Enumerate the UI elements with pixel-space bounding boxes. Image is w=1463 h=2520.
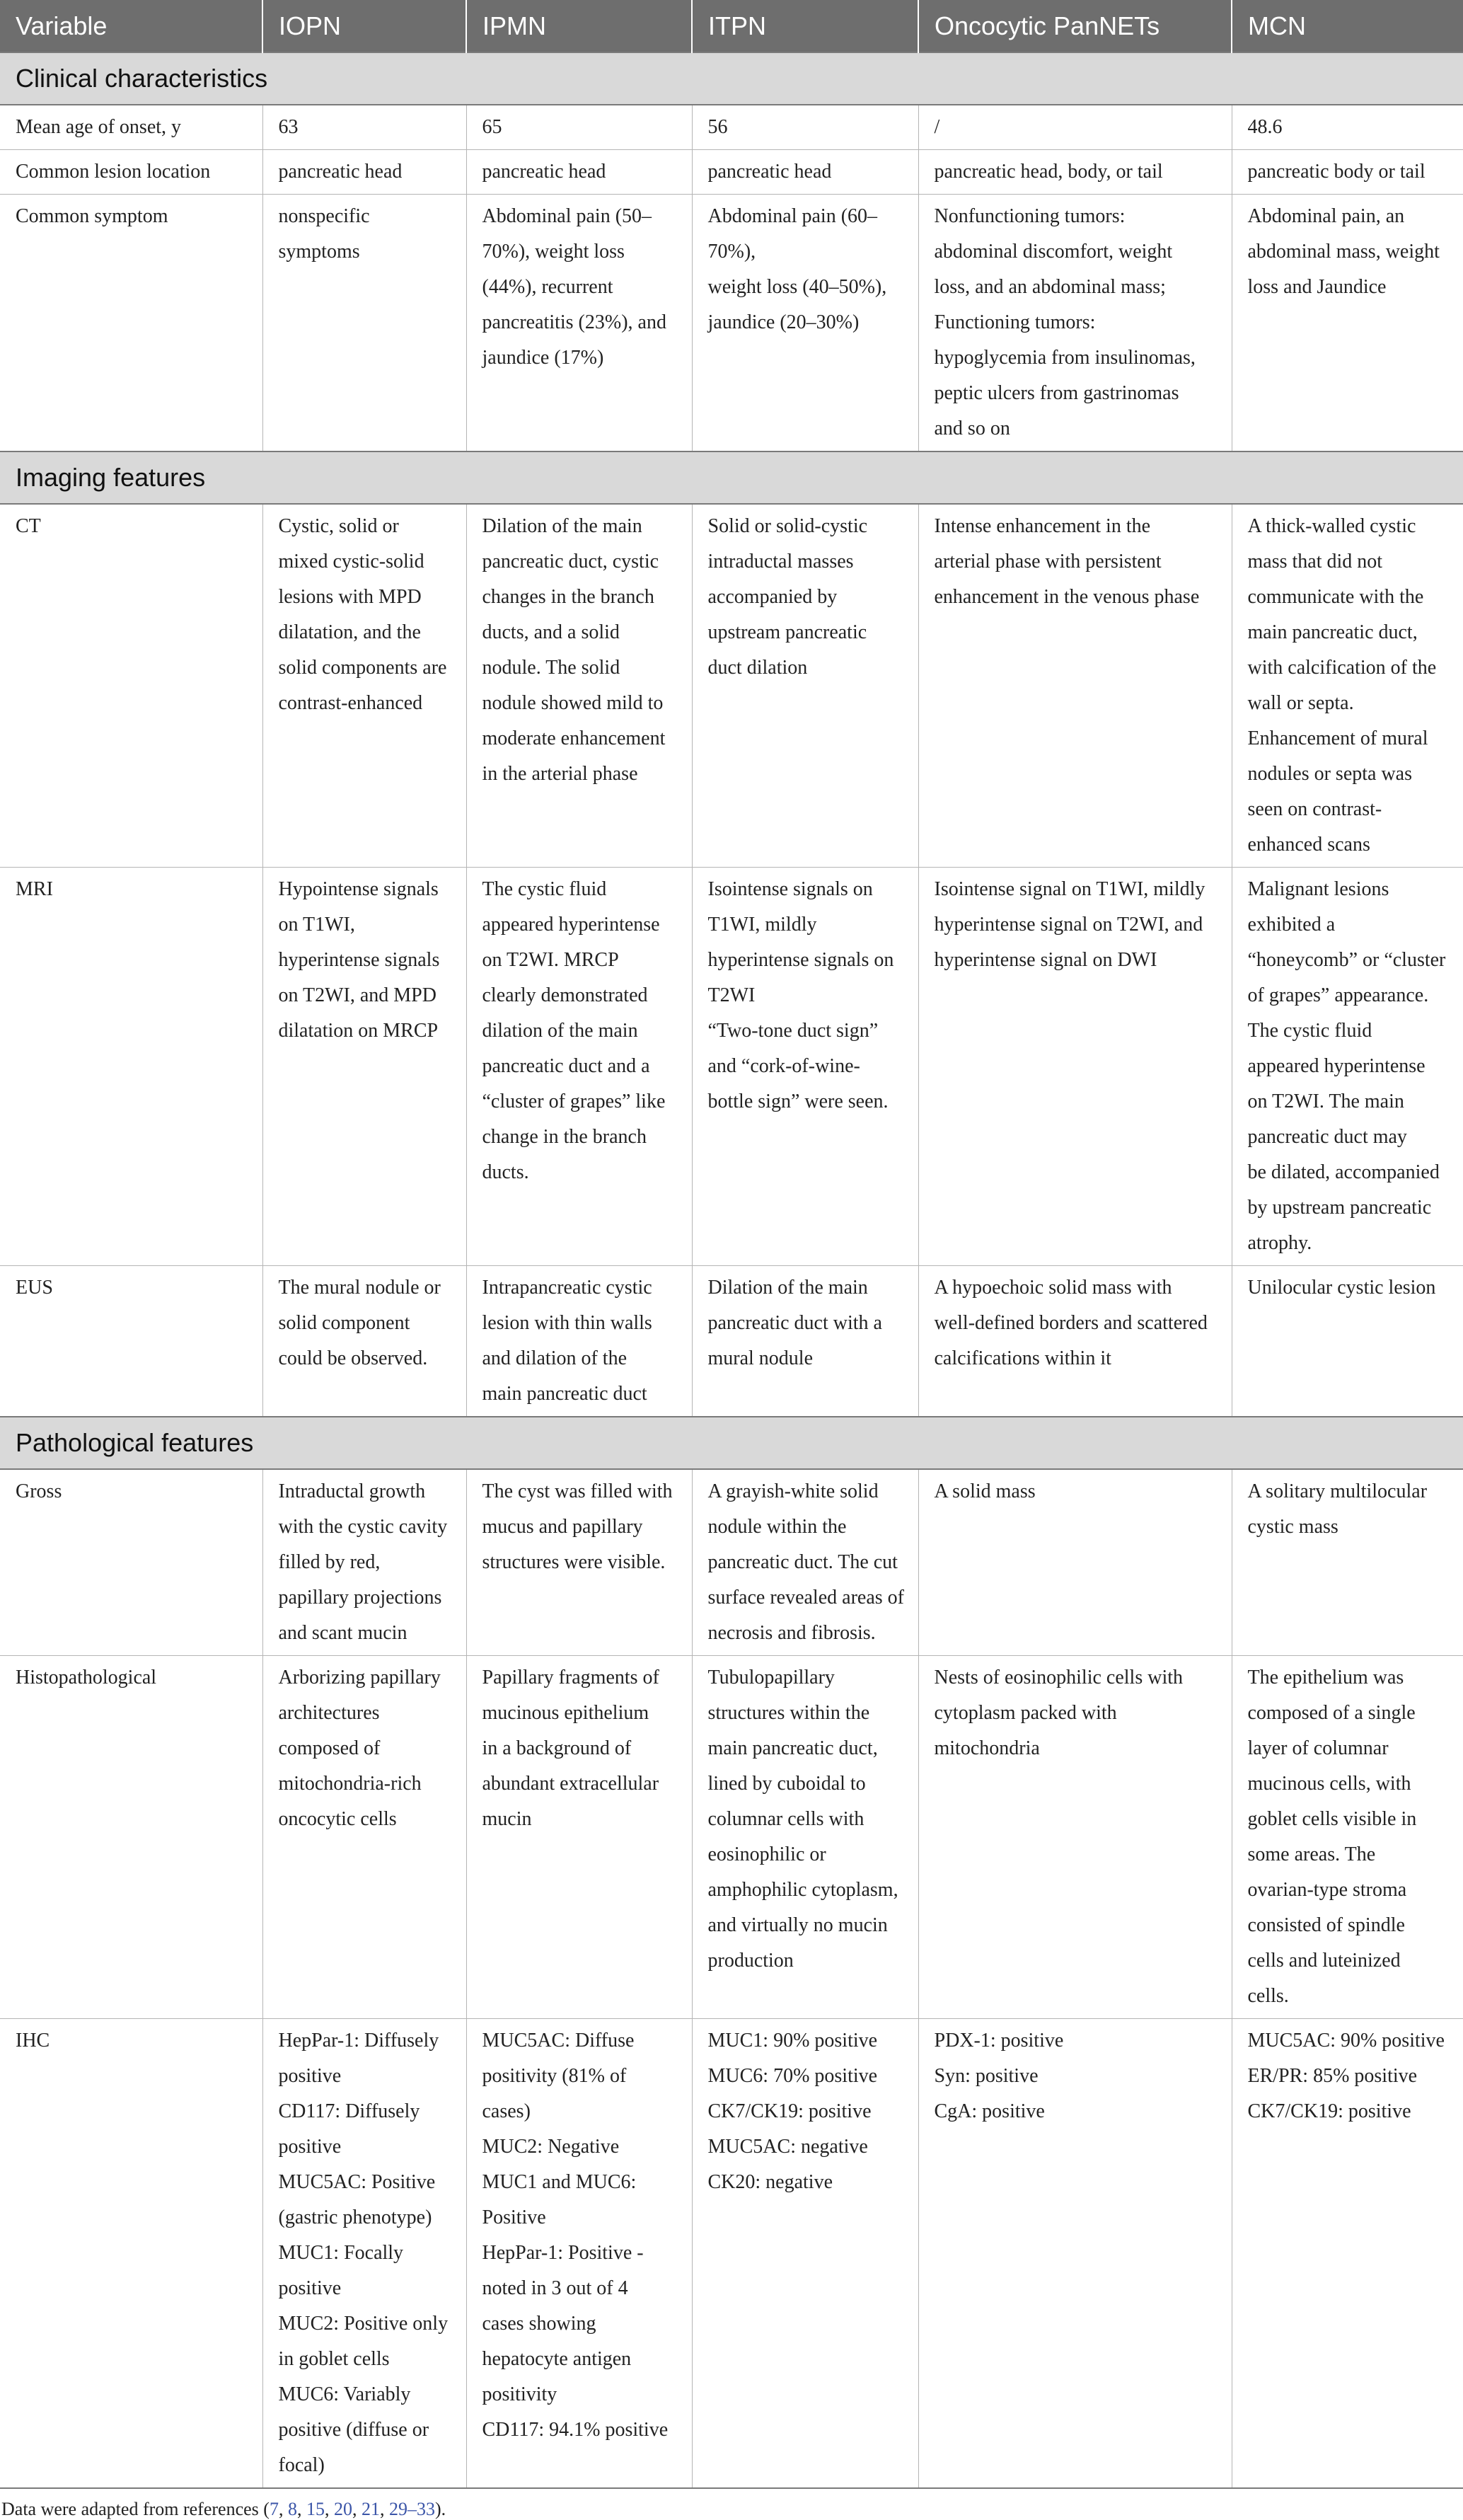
cell-ipmn: The cystic fluid appeared hyperintense on T2WI. MRCP clearly demonstrated dilation of the main pancreatic duct and a “cluster of grapes” like change in the branch ducts.: [466, 868, 692, 1266]
cell-mcn: MUC5AC: 90% positive ER/PR: 85% positive CK7/CK19: positive: [1232, 2019, 1463, 2489]
cell-iopn: HepPar-1: Diffusely positive CD117: Diffusely positive MUC5AC: Positive (gastric phenotype) MUC1: Focally positive MUC2: Positive only in goblet cells MUC6: Variably positive (diffuse or focal): [262, 2019, 466, 2489]
cell-oncocytic-pannets: Nests of eosinophilic cells with cytoplasm packed with mitochondria: [918, 1656, 1232, 2019]
cell-mcn: Malignant lesions exhibited a “honeycomb” or “cluster of grapes” appearance. The cystic fluid appeared hyperintense on T2WI. The main pancreatic duct may be dilated, accompanied by upstream pancreatic atrophy.: [1232, 868, 1463, 1266]
table-header: [0, 0, 1463, 52]
table-row: [0, 868, 1463, 1266]
cell-mcn: Unilocular cystic lesion: [1232, 1266, 1463, 1417]
cell-mcn: Abdominal pain, an abdominal mass, weight loss and Jaundice: [1232, 195, 1463, 452]
section-title: Clinical characteristics: [0, 52, 1463, 105]
cell-oncocytic-pannets: Nonfunctioning tumors: abdominal discomfort, weight loss, and an abdominal mass; Functioning tumors: hypoglycemia from insulinomas, peptic ulcers from gastrinomas and so on: [918, 195, 1232, 452]
cell-iopn: Arborizing papillary architectures composed of mitochondria-rich oncocytic cells: [262, 1656, 466, 2019]
cell-itpn: A grayish-white solid nodule within the pancreatic duct. The cut surface revealed areas of necrosis and fibrosis.: [692, 1469, 918, 1656]
table-row: [0, 1266, 1463, 1417]
cell-iopn: The mural nodule or solid component could be observed.: [262, 1266, 466, 1417]
section-title: Imaging features: [0, 451, 1463, 504]
variable-cell: MRI: [0, 868, 262, 1266]
reference-link[interactable]: 20: [333, 2499, 352, 2519]
cell-oncocytic-pannets: Intense enhancement in the arterial phase with persistent enhancement in the venous phase: [918, 504, 1232, 868]
table-row: [0, 504, 1463, 868]
table-row: [0, 1656, 1463, 2019]
table-row: [0, 2019, 1463, 2489]
cell-iopn: pancreatic head: [262, 150, 466, 195]
variable-cell: Histopathological: [0, 1656, 262, 2019]
section-row-clinical-characteristics: [0, 52, 1463, 105]
cell-oncocytic-pannets: A hypoechoic solid mass with well-defined borders and scattered calcifications within it: [918, 1266, 1232, 1417]
cell-itpn: Tubulopapillary structures within the main pancreatic duct, lined by cuboidal to columnar cells with eosinophilic or amphophilic cytoplasm, and virtually no mucin production: [692, 1656, 918, 2019]
cell-ipmn: Intrapancreatic cystic lesion with thin walls and dilation of the main pancreatic duct: [466, 1266, 692, 1417]
reference-link[interactable]: 21: [361, 2499, 380, 2519]
header-variable: Variable: [0, 0, 262, 52]
reference-link[interactable]: 15: [306, 2499, 325, 2519]
footnote-references: 7, 8, 15, 20, 21, 29–33: [269, 2499, 435, 2519]
variable-cell: Common symptom: [0, 195, 262, 452]
cell-iopn: Cystic, solid or mixed cystic-solid lesions with MPD dilatation, and the solid components are contrast-enhanced: [262, 504, 466, 868]
header-oncocytic-pannets: Oncocytic PanNETs: [918, 0, 1232, 52]
variable-cell: EUS: [0, 1266, 262, 1417]
cell-iopn: 63: [262, 105, 466, 150]
table-row: [0, 1469, 1463, 1656]
table-row: [0, 105, 1463, 150]
variable-cell: Gross: [0, 1469, 262, 1656]
reference-link[interactable]: 7: [269, 2499, 279, 2519]
cell-oncocytic-pannets: /: [918, 105, 1232, 150]
variable-cell: CT: [0, 504, 262, 868]
cell-itpn: Abdominal pain (60– 70%), weight loss (40–50%), jaundice (20–30%): [692, 195, 918, 452]
cell-itpn: Dilation of the main pancreatic duct with a mural nodule: [692, 1266, 918, 1417]
cell-itpn: pancreatic head: [692, 150, 918, 195]
cell-iopn: Intraductal growth with the cystic cavity filled by red, papillary projections and scant mucin: [262, 1469, 466, 1656]
cell-itpn: 56: [692, 105, 918, 150]
footnote-prefix: Data were adapted from references (: [1, 2499, 270, 2519]
cell-oncocytic-pannets: Isointense signal on T1WI, mildly hyperintense signal on T2WI, and hyperintense signal on DWI: [918, 868, 1232, 1266]
header-itpn: ITPN: [692, 0, 918, 52]
cell-mcn: pancreatic body or tail: [1232, 150, 1463, 195]
cell-mcn: The epithelium was composed of a single layer of columnar mucinous cells, with goblet cells visible in some areas. The ovarian-type stroma consisted of spindle cells and luteinized cells.: [1232, 1656, 1463, 2019]
header-row: [0, 0, 1463, 52]
cell-oncocytic-pannets: A solid mass: [918, 1469, 1232, 1656]
table-body: [0, 52, 1463, 2488]
table-row: [0, 195, 1463, 452]
table-row: [0, 150, 1463, 195]
variable-cell: Mean age of onset, y: [0, 105, 262, 150]
reference-link[interactable]: 29–33: [388, 2499, 435, 2519]
section-row-imaging-features: [0, 451, 1463, 504]
cell-mcn: 48.6: [1232, 105, 1463, 150]
cell-oncocytic-pannets: PDX-1: positive Syn: positive CgA: positive: [918, 2019, 1232, 2489]
header-mcn: MCN: [1232, 0, 1463, 52]
header-iopn: IOPN: [262, 0, 466, 52]
header-ipmn: IPMN: [466, 0, 692, 52]
table-footnote: [0, 2489, 1463, 2520]
cell-itpn: Solid or solid-cystic intraductal masses accompanied by upstream pancreatic duct dilation: [692, 504, 918, 868]
section-row-pathological-features: [0, 1417, 1463, 1469]
cell-oncocytic-pannets: pancreatic head, body, or tail: [918, 150, 1232, 195]
cell-ipmn: The cyst was filled with mucus and papillary structures were visible.: [466, 1469, 692, 1656]
cell-itpn: MUC1: 90% positive MUC6: 70% positive CK7/CK19: positive MUC5AC: negative CK20: negative: [692, 2019, 918, 2489]
cell-ipmn: pancreatic head: [466, 150, 692, 195]
cell-mcn: A solitary multilocular cystic mass: [1232, 1469, 1463, 1656]
cell-ipmn: Abdominal pain (50– 70%), weight loss (44%), recurrent pancreatitis (23%), and jaundice (17%): [466, 195, 692, 452]
cell-itpn: Isointense signals on T1WI, mildly hyperintense signals on T2WI “Two-tone duct sign” and “cork-of-wine- bottle sign” were seen.: [692, 868, 918, 1266]
footnote-suffix: ).: [434, 2499, 446, 2519]
cell-ipmn: MUC5AC: Diffuse positivity (81% of cases) MUC2: Negative MUC1 and MUC6: Positive HepPar-1: Positive - noted in 3 out of 4 cases showing hepatocyte antigen positivity CD117: 94.1% positive: [466, 2019, 692, 2489]
cell-ipmn: 65: [466, 105, 692, 150]
section-title: Pathological features: [0, 1417, 1463, 1469]
cell-iopn: Hypointense signals on T1WI, hyperintense signals on T2WI, and MPD dilatation on MRCP: [262, 868, 466, 1266]
cell-ipmn: Dilation of the main pancreatic duct, cystic changes in the branch ducts, and a solid nodule. The solid nodule showed mild to moderate enhancement in the arterial phase: [466, 504, 692, 868]
variable-cell: IHC: [0, 2019, 262, 2489]
cell-mcn: A thick-walled cystic mass that did not communicate with the main pancreatic duct, with calcification of the wall or septa. Enhancement of mural nodules or septa was seen on contrast- enhanced scans: [1232, 504, 1463, 868]
cell-iopn: nonspecific symptoms: [262, 195, 466, 452]
reference-link[interactable]: 8: [287, 2499, 297, 2519]
variable-cell: Common lesion location: [0, 150, 262, 195]
cell-ipmn: Papillary fragments of mucinous epithelium in a background of abundant extracellular mucin: [466, 1656, 692, 2019]
